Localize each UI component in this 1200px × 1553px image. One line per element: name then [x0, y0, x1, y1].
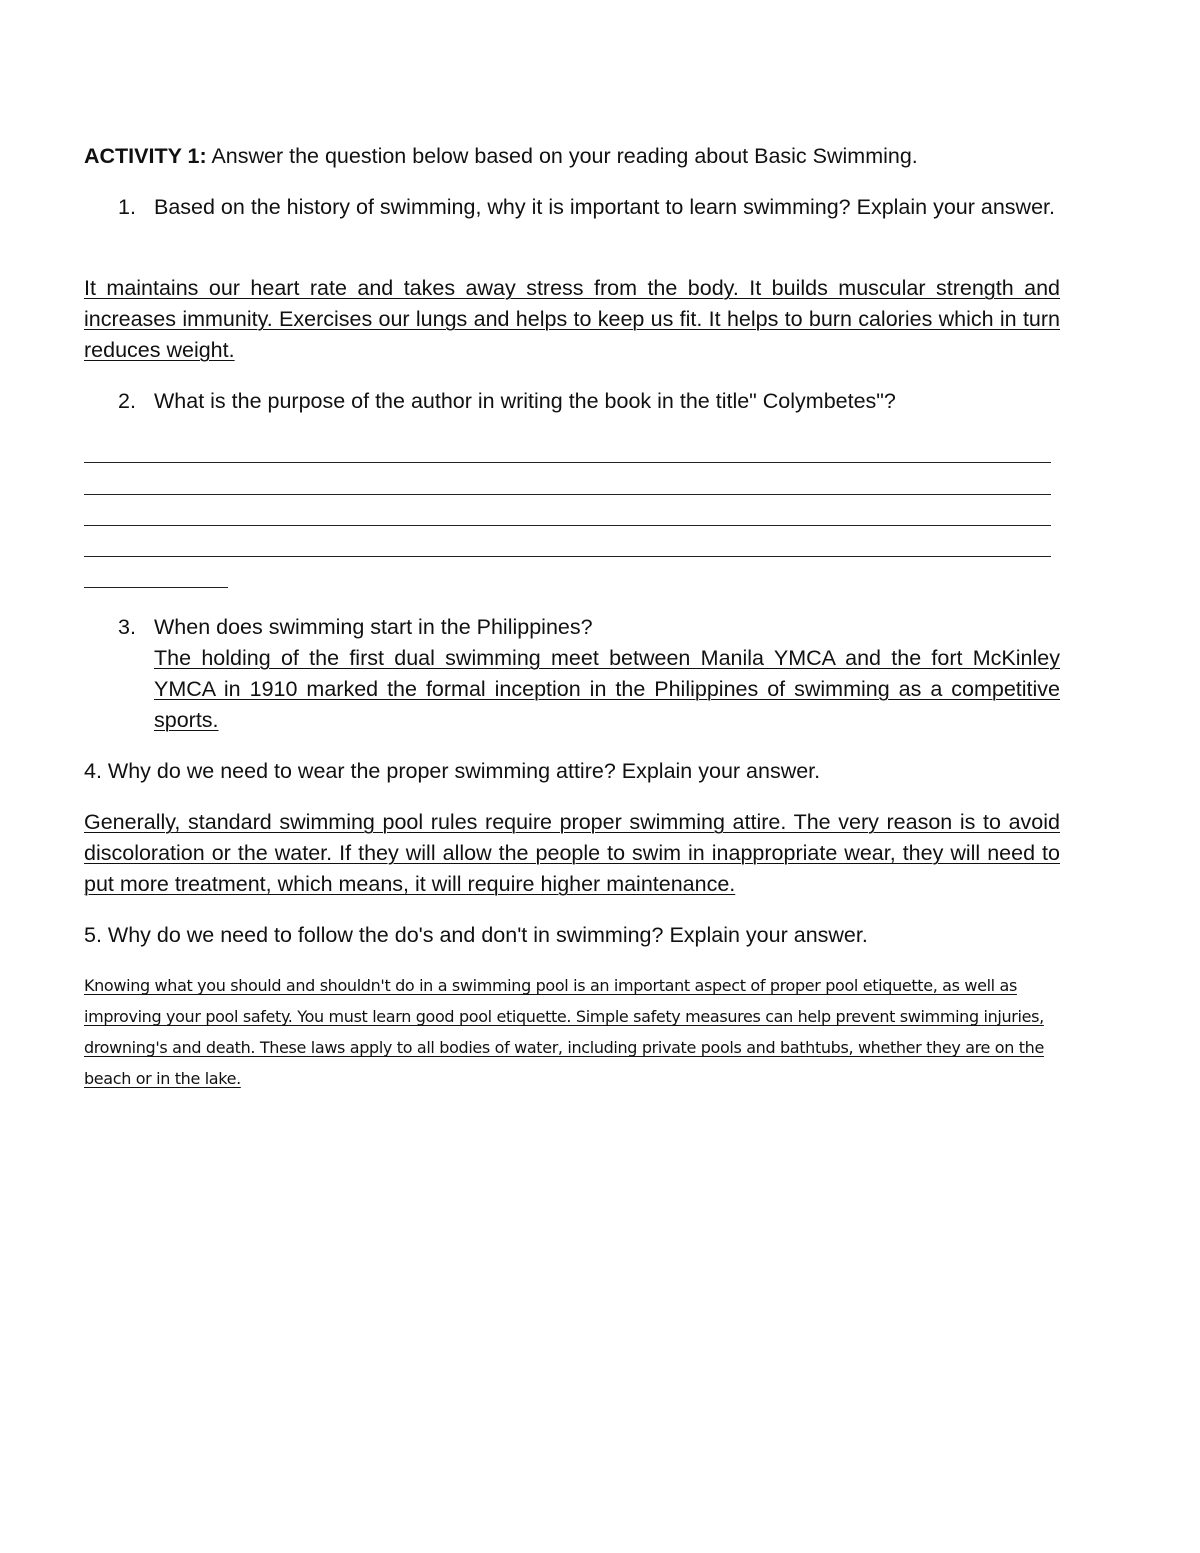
- question-1-number: 1.: [118, 195, 136, 219]
- activity-heading: [84, 142, 1084, 170]
- activity-instructions: Answer the question below based on your reading about Basic Swimming.: [211, 144, 918, 168]
- answer-blank-line: [84, 556, 1051, 557]
- question-4-text: 4. Why do we need to wear the proper swimming attire? Explain your answer.: [84, 759, 821, 783]
- question-1-answer: It maintains our heart rate and takes away stress from the body. It builds muscular strength and increases immunity. Exercises our lungs and helps to keep us fit. It helps to burn calories which in turn reduces weight.: [84, 276, 1060, 362]
- answer-blank-line: [84, 462, 1051, 463]
- answer-blank-line: [84, 494, 1051, 495]
- question-3-answer: The holding of the first dual swimming meet between Manila YMCA and the fort McKinley YMCA in 1910 marked the formal inception in the Philippines of swimming as a competitive sports.: [154, 646, 1060, 732]
- activity-label: ACTIVITY 1:: [84, 144, 207, 168]
- question-1-text: Based on the history of swimming, why it is important to learn swimming? Explain your answer.: [154, 195, 1055, 219]
- question-2-text: What is the purpose of the author in writing the book in the title" Colymbetes"?: [154, 389, 896, 413]
- answer-blank-line: [84, 525, 1051, 526]
- question-3-number: 3.: [118, 615, 136, 639]
- question-5-answer: Knowing what you should and shouldn't do in a swimming pool is an important aspect of proper pool etiquette, as well as improving your pool safety. You must learn good pool etiquette. Simple safety measures can help prevent swimming injuries, drowning's and death. These laws apply to all bodies of water, including private pools and bathtubs, whether they are on the beach or in the lake.: [84, 976, 1044, 1088]
- question-3-text: When does swimming start in the Philippines?: [154, 615, 593, 639]
- answer-blank-line: [84, 587, 228, 588]
- question-5-text: 5. Why do we need to follow the do's and don't in swimming? Explain your answer.: [84, 923, 868, 947]
- question-2-number: 2.: [118, 389, 136, 413]
- question-4-answer: Generally, standard swimming pool rules require proper swimming attire. The very reason is to avoid discoloration or the water. If they will allow the people to swim in inappropriate wear, they will need to put more treatment, which means, it will require higher maintenance.: [84, 810, 1060, 896]
